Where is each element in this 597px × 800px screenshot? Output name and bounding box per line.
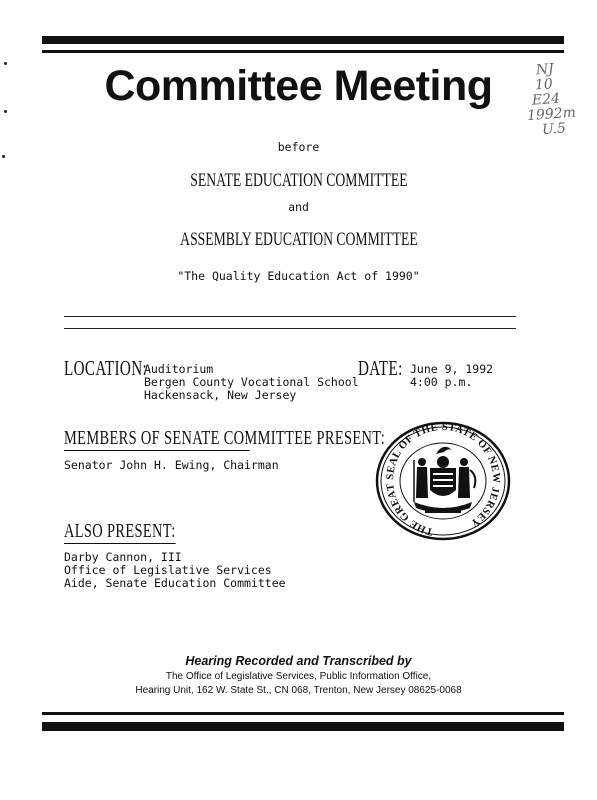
members-heading-wrap [64, 427, 386, 453]
before-label: before [277, 140, 320, 154]
member-line: Senator John H. Ewing, Chairman [64, 458, 279, 472]
state-seal-icon [370, 418, 516, 544]
page-title: Committee Meeting [104, 62, 493, 110]
footer-line: Hearing Unit, 162 W. State St., CN 068, Trenton, New Jersey 08625-0068 [135, 685, 462, 696]
handwritten-line: E24 [531, 90, 561, 109]
location-block [144, 363, 359, 402]
seal-text: THE GREAT SEAL OF THE STATE OF NEW JERSEY [384, 421, 502, 537]
members-heading: MEMBERS OF SENATE COMMITTEE PRESENT: [64, 427, 386, 449]
date-line: June 9, 1992 [410, 362, 494, 376]
also-present-line: Office of Legislative Services [64, 563, 272, 577]
assembly-committee-text: ASSEMBLY EDUCATION COMMITTEE [179, 229, 418, 250]
divider-rule [64, 328, 516, 329]
location-label: LOCATION: [64, 356, 148, 380]
date-label: DATE: [358, 356, 403, 380]
bottom-bar-thin [42, 712, 564, 715]
and-label: and [288, 200, 309, 214]
handwritten-line: 1992m [526, 104, 577, 125]
location-line: Bergen County Vocational School [144, 375, 359, 389]
also-present-heading-wrap [64, 520, 219, 544]
date-block [410, 363, 493, 389]
also-present-block [64, 551, 286, 590]
subject-line: "The Quality Education Act of 1990" [177, 269, 420, 283]
senate-committee-heading [0, 170, 597, 192]
location-line: Auditorium [144, 362, 214, 376]
footer-heading: Hearing Recorded and Transcribed by [185, 654, 412, 668]
divider-rule [64, 316, 516, 317]
handwritten-line: 10 [534, 76, 554, 94]
location-line: Hackensack, New Jersey [144, 388, 297, 402]
also-present-heading: ALSO PRESENT: [64, 520, 176, 542]
top-bar-thin [42, 50, 564, 53]
assembly-committee-heading [0, 229, 597, 251]
senate-committee-text: SENATE EDUCATION COMMITTEE [189, 170, 408, 191]
members-block [64, 459, 279, 472]
bottom-bar-thick [42, 722, 564, 731]
date-line: 4:00 p.m. [410, 375, 473, 389]
also-present-line: Aide, Senate Education Committee [64, 576, 286, 590]
handwritten-note [519, 60, 594, 140]
scan-speck [2, 155, 5, 158]
top-bar-thick [42, 36, 564, 44]
handwritten-line: U.5 [541, 120, 567, 139]
footer-line: The Office of Legislative Services, Public Information Office, [165, 671, 432, 682]
also-present-line: Darby Cannon, III [64, 550, 182, 564]
handwritten-line: NJ [535, 61, 555, 79]
